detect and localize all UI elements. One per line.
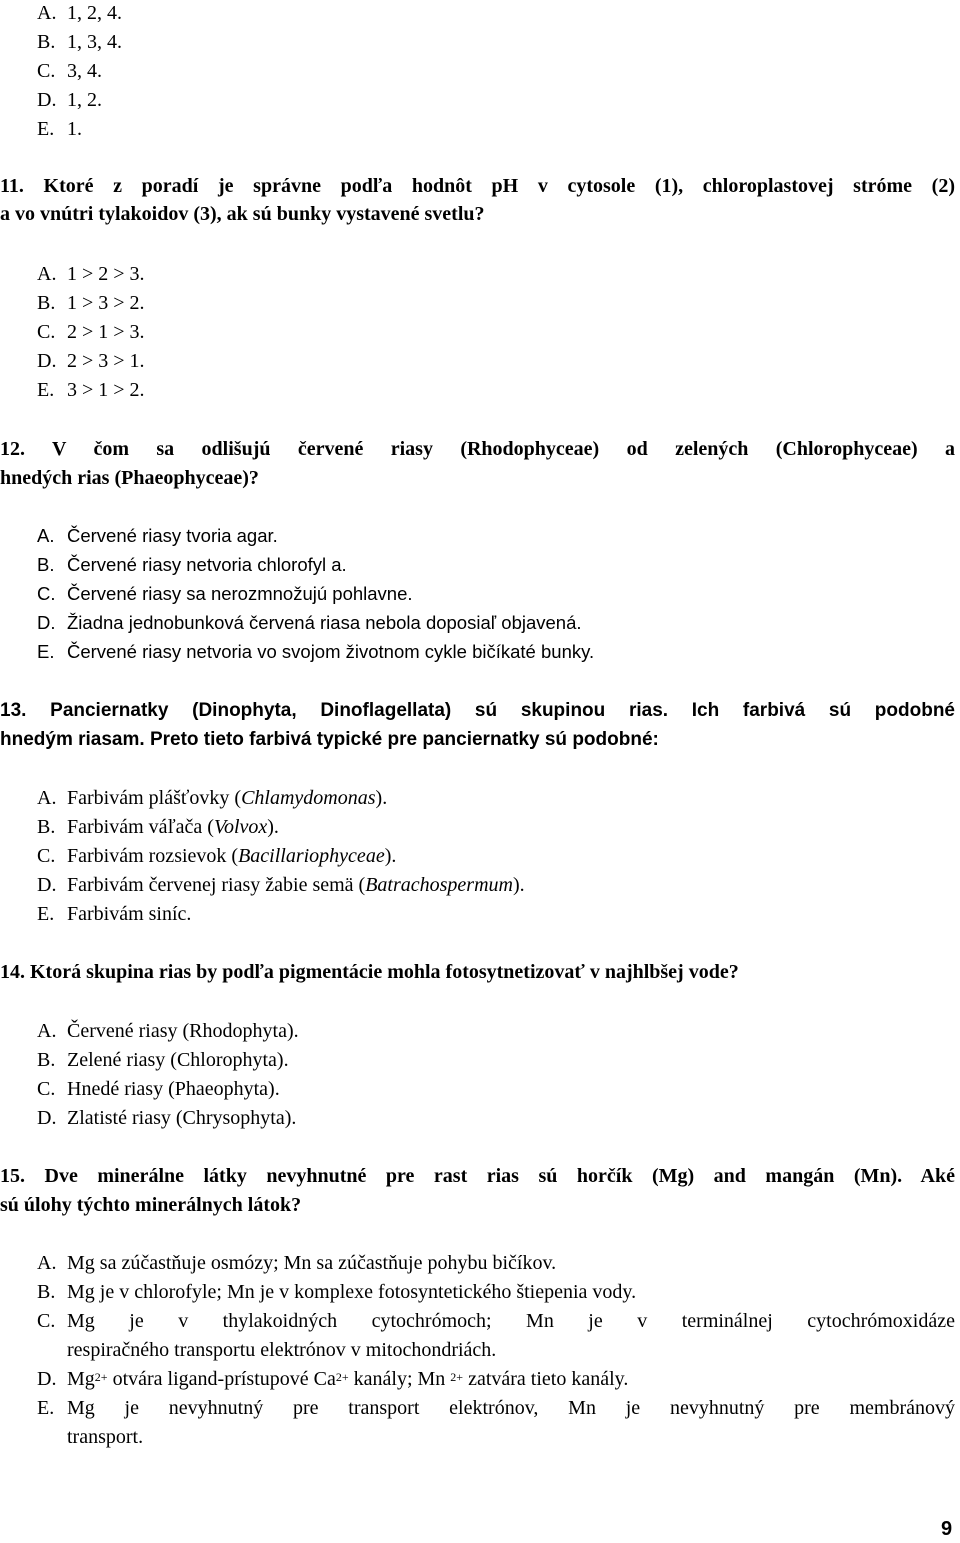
q12-option-a: A. Červené riasy tvoria agar.: [37, 525, 278, 546]
q10-option-e: E. 1.: [37, 118, 82, 140]
page-number: 9: [941, 1518, 953, 1540]
q15-question-line1: 15. Dve minerálne látky nevyhnutné pre rast rias sú horčík (Mg) and mangán (Mn). Aké: [0, 1165, 955, 1187]
q12-option-e: E. Červené riasy netvoria vo svojom životnom cykle bičíkaté bunky.: [37, 641, 595, 662]
q15-option-d: D. $Mg^{2+}$ otvára ligand-prístupové $Ca^{2+}$ kanály; Mn $^{2+}$ zatvára tieto kanály.: [37, 1368, 629, 1390]
q13-option-d: D. Farbivám červenej riasy žabie semä (Batrachospermum).: [37, 874, 525, 896]
q10-option-c: C. 3, 4.: [37, 60, 102, 82]
q10-option-b: B. 1, 3, 4.: [37, 31, 122, 53]
q13-question-line1: 13. Panciernatky (Dinophyta, Dinoflagellata) sú skupinou rias. Ich farbivá sú podobné: [0, 700, 956, 721]
q15-option-c-line2: respiračného transportu elektrónov v mitochondriách.: [67, 1339, 497, 1361]
q11-option-d: D. 2 > 3 > 1.: [37, 350, 145, 372]
q14-option-c: C. Hnedé riasy (Phaeophyta).: [37, 1078, 280, 1100]
q12-question-line1: 12. V čom sa odlišujú červené riasy (Rhodophyceae) od zelených (Chlorophyceae) a: [0, 438, 955, 460]
q15-option-c-line1: Mg je v thylakoidných cytochrómoch; Mn je v terminálnej cytochrómoxidáze: [67, 1310, 955, 1332]
q12-option-c: C. Červené riasy sa nerozmnožujú pohlavne.: [37, 583, 413, 604]
q14-option-d: D. Zlatisté riasy (Chrysophyta).: [37, 1107, 297, 1129]
q11-option-b: B. 1 > 3 > 2.: [37, 292, 145, 314]
q13-option-a: A. Farbivám plášťovky (Chlamydomonas).: [37, 787, 388, 809]
q15-option-a: A. Mg sa zúčastňuje osmózy; Mn sa zúčastňuje pohybu bičíkov.: [37, 1252, 557, 1274]
q11-option-c: C. 2 > 1 > 3.: [37, 321, 145, 343]
q15-question-line2: sú úlohy týchto minerálnych látok?: [0, 1194, 302, 1216]
q13-question-line2: hnedým riasam. Preto tieto farbivá typické pre panciernatky sú podobné:: [0, 729, 659, 750]
q15-option-b: B. Mg je v chlorofyle; Mn je v komplexe fotosyntetického štiepenia vody.: [37, 1281, 637, 1303]
q14-option-b: B. Zelené riasy (Chlorophyta).: [37, 1049, 289, 1071]
q12-question-line2: hnedých rias (Phaeophyceae)?: [0, 467, 259, 489]
q11-question-line1: 11. Ktoré z poradí je správne podľa hodnôt pH v cytosole (1), chloroplastovej stróme (2): [0, 175, 955, 197]
q14-question: 14. Ktorá skupina rias by podľa pigmentácie mohla fotosytnetizovať v najhlbšej vode?: [0, 961, 739, 983]
q15-option-e-line2: transport.: [67, 1426, 144, 1448]
q13-option-c: C. Farbivám rozsievok (Bacillariophyceae).: [37, 845, 397, 867]
q13-option-b: B. Farbivám váľača (Volvox).: [37, 816, 279, 838]
q15-option-e-label: E.: [37, 1397, 55, 1419]
q11-question-line2: a vo vnútri tylakoidov (3), ak sú bunky vystavené svetlu?: [0, 203, 485, 225]
q15-option-e-line1: Mg je nevyhnutný pre transport elektrónov, Mn je nevyhnutný pre membránový: [67, 1397, 955, 1419]
q12-option-b: B. Červené riasy netvoria chlorofyl a.: [37, 554, 347, 575]
q14-option-a: A. Červené riasy (Rhodophyta).: [37, 1020, 299, 1042]
q13-option-e: E. Farbivám siníc.: [37, 903, 192, 925]
q10-option-d: D. 1, 2.: [37, 89, 102, 111]
q11-option-e: E. 3 > 1 > 2.: [37, 379, 145, 401]
q10-option-a: A. 1, 2, 4.: [37, 2, 122, 24]
q15-option-c-label: C.: [37, 1310, 56, 1332]
q11-option-a: A. 1 > 2 > 3.: [37, 263, 145, 285]
q12-option-d: D. Žiadna jednobunková červená riasa nebola doposiaľ objavená.: [37, 612, 582, 633]
